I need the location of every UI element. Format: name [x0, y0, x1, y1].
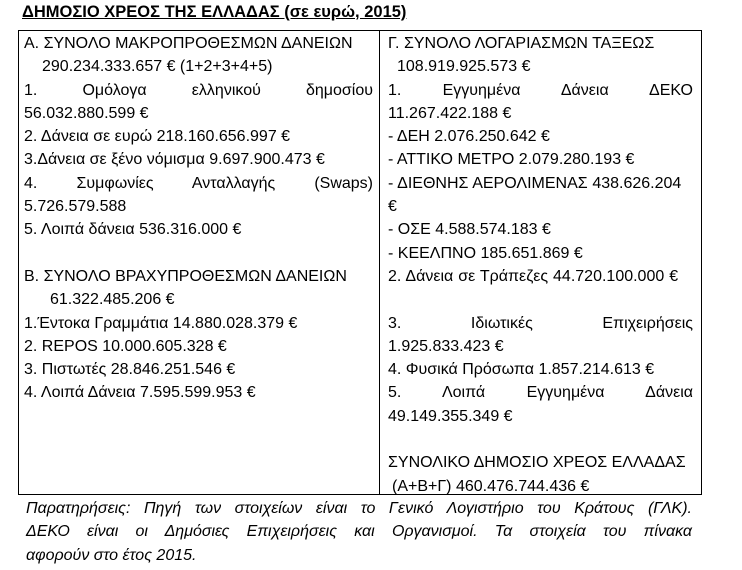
item-c4: 4. Φυσικά Πρόσωπα 1.857.214.613 €	[388, 361, 655, 379]
deko-item: - ΟΣΕ 4.588.574.183 €	[388, 221, 551, 239]
item-c1-value: 11.267.422.188 €	[388, 104, 512, 122]
item-c3-label: 3. Ιδιωτικές Επιχειρήσεις	[388, 314, 693, 332]
item-a4-value: 5.726.579.588	[24, 198, 127, 216]
item-a1-value: 56.032.880.599 €	[24, 104, 149, 122]
item-c2: 2. Δάνεια σε Τράπεζες 44.720.100.000 €	[388, 267, 679, 285]
deko-item: - ΔΙΕΘΝΗΣ ΑΕΡΟΛΙΜΕΝΑΣ 438.626.204 €	[388, 174, 682, 216]
item-c5-value: 49.149.355.349 €	[388, 407, 513, 425]
item-c5-label: 5. Λοιπά Εγγυημένα Δάνεια	[388, 384, 694, 402]
item-a5: 5. Λοιπά δάνεια 536.316.000 €	[24, 221, 242, 239]
left-column	[24, 32, 373, 405]
notes-line: ΔΕΚΟ είναι οι Δημόσιες Επιχειρήσεις και Οργανισμοί. Τα στοιχεία του πίνακα	[26, 523, 692, 541]
item-c3-value: 1.925.833.423 €	[388, 337, 504, 355]
item-a3: 3.Δάνεια σε ξένο νόμισμα 9.697.900.473 €	[24, 151, 325, 169]
notes	[26, 497, 692, 567]
grand-total-label: ΣΥΝΟΛΙΚΟ ΔΗΜΟΣΙΟ ΧΡΕΟΣ ΕΛΛΑΔΑΣ	[388, 454, 686, 472]
spacer	[388, 428, 693, 451]
section-b-heading: Β. ΣΥΝΟΛΟ ΒΡΑΧΥΠΡΟΘΕΣΜΩΝ ΔΑΝΕΙΩΝ	[24, 267, 347, 285]
item-b2: 2. REPOS 10.000.605.328 €	[24, 337, 227, 355]
section-b-total: 61.322.485.206 €	[50, 291, 175, 309]
section-c-heading: Γ. ΣΥΝΟΛΟ ΛΟΓΑΡΙΑΣΜΩΝ ΤΑΞΕΩΣ	[388, 35, 655, 52]
section-a-heading: Α. ΣΥΝΟΛΟ ΜΑΚΡΟΠΡΟΘΕΣΜΩΝ ΔΑΝΕΙΩΝ	[24, 35, 353, 52]
right-column	[388, 32, 693, 498]
deko-item: - ΚΕΕΛΠΝΟ 185.651.869 €	[388, 244, 583, 262]
item-b3: 3. Πιστωτές 28.846.251.546 €	[24, 361, 236, 379]
item-b1: 1.Έντοκα Γραμμάτια 14.880.028.379 €	[24, 314, 298, 332]
notes-line: Παρατηρήσεις: Πηγή των στοιχείων είναι το Γενικό Λογιστήριο του Κράτους (ΓΛΚ).	[26, 500, 692, 517]
item-b4: 4. Λοιπά Δάνεια 7.595.599.953 €	[24, 384, 256, 402]
section-c-total: 108.919.925.573 €	[397, 58, 531, 76]
page-title: ΔΗΜΟΣΙΟ ΧΡΕΟΣ ΤΗΣ ΕΛΛΑΔΑΣ (σε ευρώ, 2015)	[22, 3, 407, 21]
item-a1-label: 1. Ομόλογα ελληνικού δημοσίου	[24, 81, 373, 99]
item-a4-label: 4. Συμφωνίες Ανταλλαγής (Swaps)	[24, 174, 373, 192]
item-a2: 2. Δάνεια σε ευρώ 218.160.656.997 €	[24, 128, 291, 146]
column-divider	[379, 31, 380, 494]
deko-item: - ΔΕΗ 2.076.250.642 €	[388, 128, 550, 146]
notes-line: αφορούν στο έτος 2015.	[26, 546, 197, 564]
section-a-total: 290.234.333.657 € (1+2+3+4+5)	[42, 58, 273, 76]
grand-total-value: (Α+Β+Γ) 460.476.744.436 €	[392, 477, 590, 495]
item-c1-label: 1. Εγγυημένα Δάνεια ΔΕΚΟ	[388, 81, 693, 99]
deko-item: - ΑΤΤΙΚΟ ΜΕΤΡΟ 2.079.280.193 €	[388, 151, 635, 169]
spacer	[24, 242, 373, 265]
debt-table	[18, 30, 702, 495]
